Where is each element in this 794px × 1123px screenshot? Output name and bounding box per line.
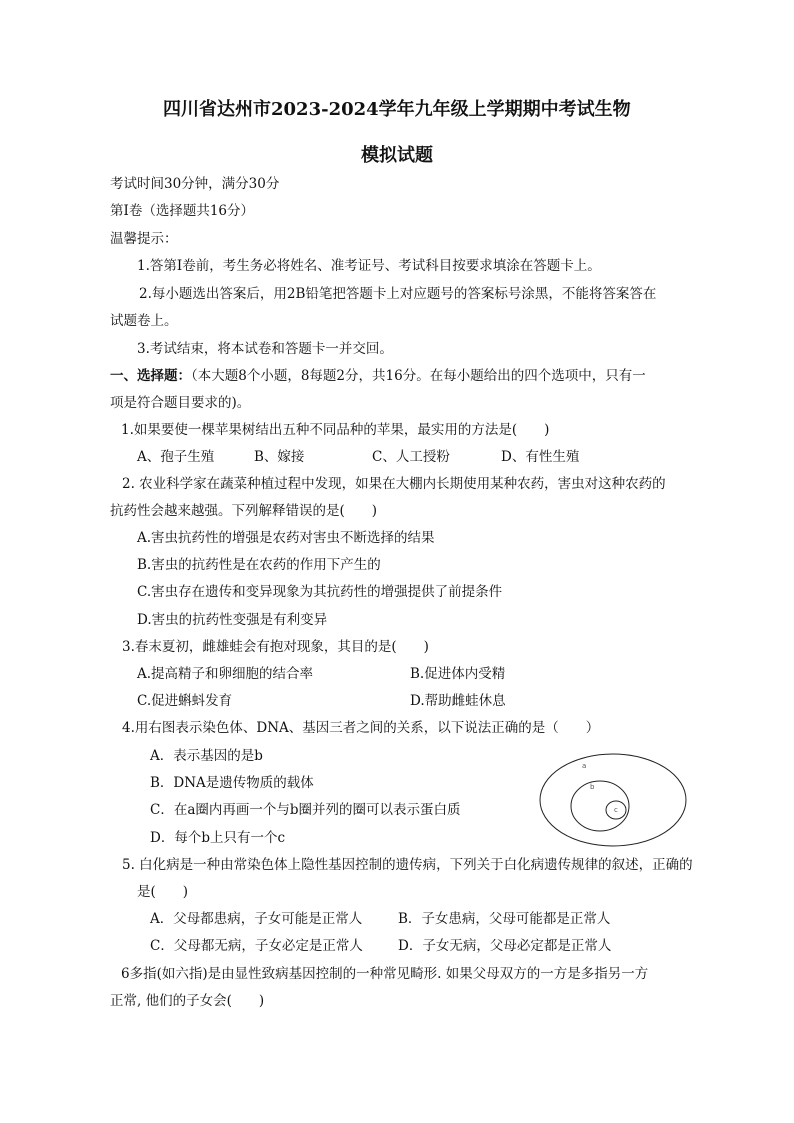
page-title-line1: 四川省达州市2023-2024学年九年级上学期期中考试生物 [163, 99, 631, 120]
circle-b-label: b [590, 783, 595, 791]
q5-option-a: A．父母都患病，子女可能是正常人 [150, 911, 363, 927]
section1-heading [110, 367, 646, 385]
q5-option-d: D．子女无病，父母必定都是正常人 [398, 938, 612, 954]
q1-option-c: C、人工授粉 [372, 449, 450, 465]
q3-option-c: C.促进蝌蚪发育 [137, 693, 233, 709]
q4-option-b: B．DNA是遗传物质的载体 [150, 775, 314, 791]
section1-label: 一、选择题： [110, 368, 191, 384]
q6-stem-line1: 6多指(如六指)是由显性致病基因控制的一种常见畸形. 如果父母双方的一方是多指另一方 [121, 966, 649, 982]
q5-stem-line1: 5. 白化病是一种由常染色体上隐性基因控制的遗传病，下列关于白化病遗传规律的叙述，正确的 [122, 857, 693, 873]
q5-option-b: B．子女患病，父母可能都是正常人 [398, 911, 611, 927]
q1-option-b: B、嫁接 [254, 449, 305, 465]
page-title-line2: 模拟试题 [361, 145, 433, 166]
tip-item-2-line2: 试题卷上。 [110, 313, 178, 329]
q3-option-d: D.帮助雌蛙休息 [410, 693, 506, 709]
circle-a [540, 754, 686, 846]
part1-title: 第Ⅰ卷（选择题共16分） [110, 203, 255, 219]
q3-option-a: A.提高精子和卵细胞的结合率 [137, 666, 314, 682]
q4-option-a: A．表示基因的是b [150, 748, 263, 764]
q4-stem: 4.用右图表示染色体、DNA、基因三者之间的关系，以下说法正确的是（ ） [122, 720, 600, 736]
tip-item-1: 1.答第Ⅰ卷前，考生务必将姓名、准考证号、考试科目按要求填涂在答题卡上。 [137, 258, 601, 274]
q5-option-c: C．父母都无病，子女必定是正常人 [150, 938, 363, 954]
q1-option-d: D、有性生殖 [501, 449, 580, 465]
q3-option-b: B.促进体内受精 [410, 666, 506, 682]
q1-option-a: A、孢子生殖 [137, 449, 215, 465]
section1-desc-line2: 项是符合题目要求的)。 [110, 395, 251, 411]
circle-b [571, 781, 629, 831]
circle-c-label: c [614, 806, 618, 814]
q3-stem: 3.春末夏初，雌雄蛙会有抱对现象，其目的是( ) [122, 639, 429, 655]
circle-a-label: a [582, 762, 587, 770]
q5-stem-line2: 是( ) [137, 884, 189, 900]
q2-option-c: C.害虫存在遗传和变异现象为其抗药性的增强提供了前提条件 [137, 584, 503, 600]
q6-stem-line2: 正常, 他们的子女会( ) [110, 993, 265, 1009]
section1-desc-line1: （本大题8个小题，8每题2分，共16分。在每小题给出的四个选项中，只有一 [191, 368, 646, 384]
tip-item-3: 3.考试结束，将本试卷和答题卡一并交回。 [137, 341, 393, 357]
tips-label: 温馨提示： [110, 231, 178, 247]
nested-circles-diagram [538, 752, 688, 848]
q2-stem-line1: 2. 农业科学家在蔬菜种植过程中发现，如果在大棚内长期使用某种农药，害虫对这种农药的 [122, 476, 666, 492]
tip-item-2-line1: 2.每小题选出答案后，用2B铅笔把答题卡上对应题号的答案标号涂黑，不能将答案答在 [139, 286, 657, 302]
q2-option-b: B.害虫的抗药性是在农药的作用下产生的 [137, 557, 381, 573]
q2-option-a: A.害虫抗药性的增强是农药对害虫不断选择的结果 [137, 530, 435, 546]
exam-info: 考试时间30分钟，满分30分 [110, 176, 280, 192]
q2-stem-line2: 抗药性会越来越强。下列解释错误的是( ) [110, 503, 378, 519]
q2-option-d: D.害虫的抗药性变强是有利变异 [137, 612, 328, 628]
q4-option-c: C．在a圈内再画一个与b圈并列的圈可以表示蛋白质 [150, 802, 461, 818]
q4-option-d: D．每个b上只有一个c [150, 830, 286, 846]
q1-stem: 1.如果要使一棵苹果树结出五种不同品种的苹果，最实用的方法是( ) [121, 422, 550, 438]
